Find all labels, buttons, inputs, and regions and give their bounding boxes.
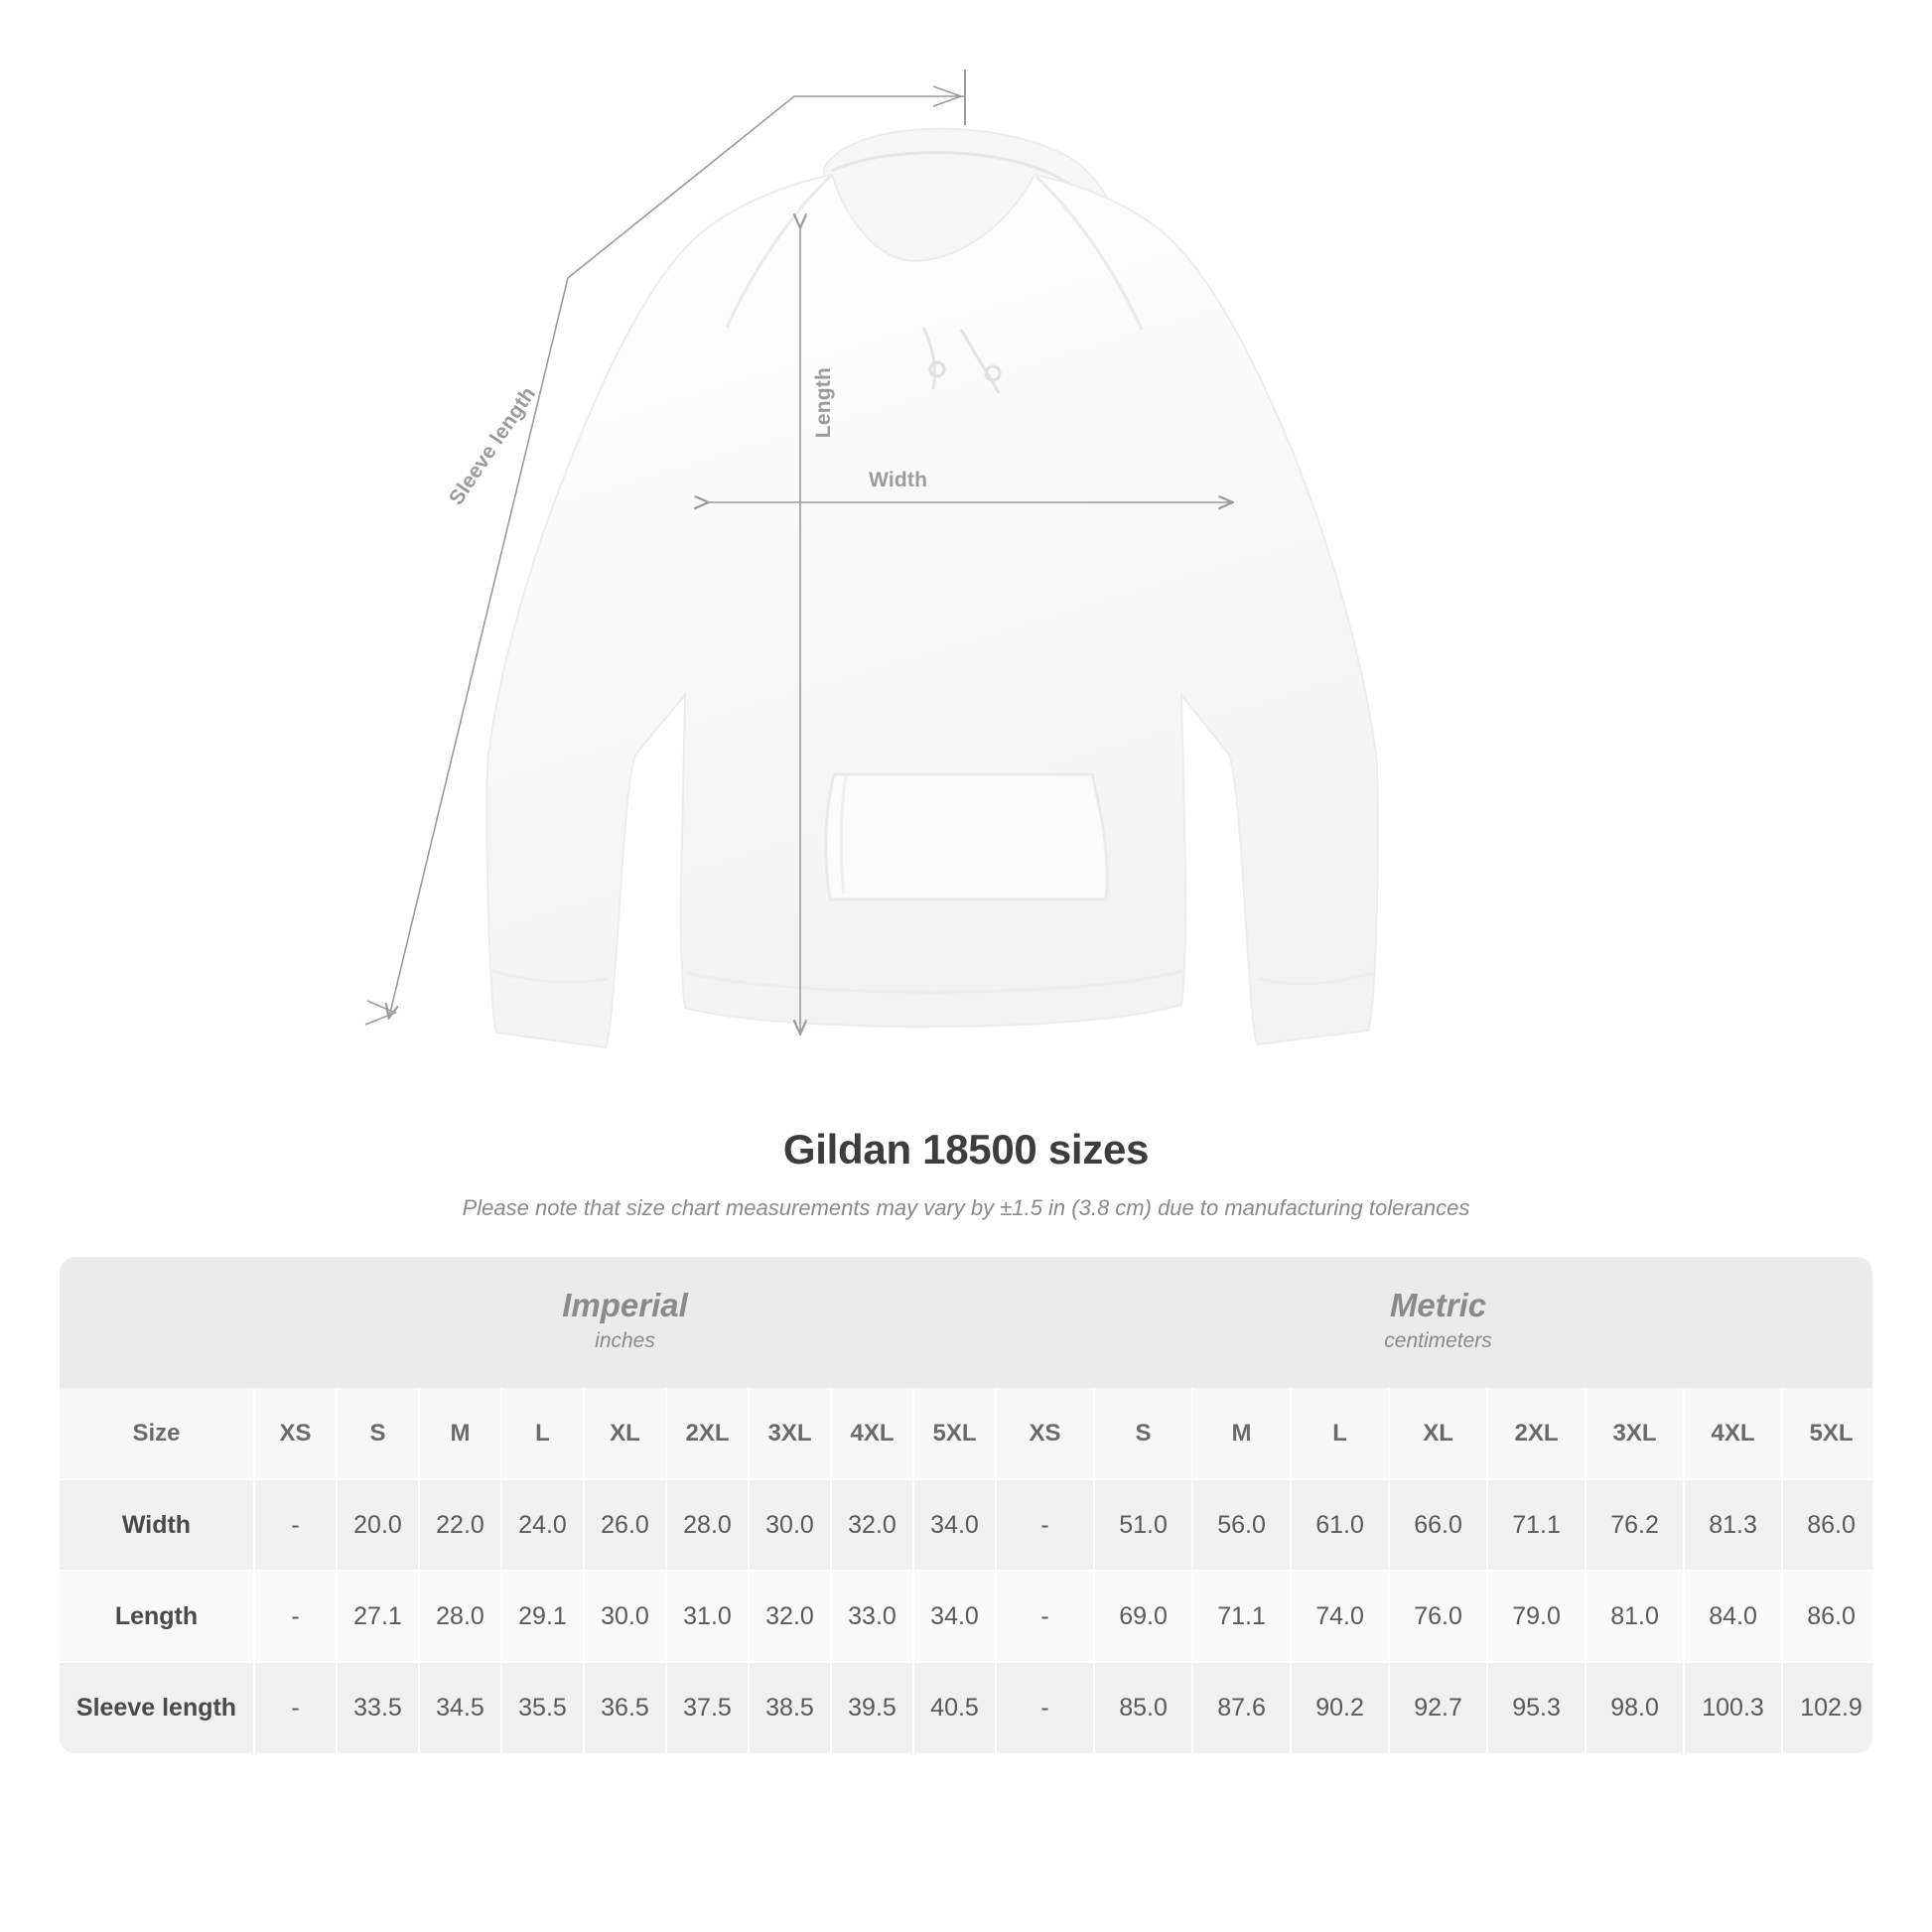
size-col-imperial-3xl: 3XL xyxy=(749,1388,831,1479)
cell-sleeve-imperial-5xl: 40.5 xyxy=(913,1662,996,1753)
row-label-length: Length xyxy=(60,1571,254,1662)
cell-width-imperial-xl: 26.0 xyxy=(584,1479,666,1571)
title-block xyxy=(0,1126,1932,1221)
cell-length-metric-3xl: 81.0 xyxy=(1586,1571,1684,1662)
unit-header-row xyxy=(60,1257,1872,1388)
cell-length-metric-l: 74.0 xyxy=(1291,1571,1389,1662)
size-col-imperial-s: S xyxy=(337,1388,419,1479)
unit-imperial xyxy=(254,1257,996,1388)
cell-width-metric-5xl: 86.0 xyxy=(1782,1479,1872,1571)
tolerance-note: Please note that size chart measurements may vary by ±1.5 in (3.8 cm) due to manufacturing tolerances xyxy=(462,1195,1470,1220)
size-header-row xyxy=(60,1388,1872,1479)
size-col-metric-3xl: 3XL xyxy=(1586,1388,1684,1479)
cell-length-imperial-s: 27.1 xyxy=(337,1571,419,1662)
cell-width-metric-3xl: 76.2 xyxy=(1586,1479,1684,1571)
row-label-sleeve-length: Sleeve length xyxy=(60,1662,254,1753)
cell-sleeve-imperial-m: 34.5 xyxy=(419,1662,501,1753)
cell-length-metric-2xl: 79.0 xyxy=(1487,1571,1586,1662)
unit-metric xyxy=(996,1257,1872,1388)
size-col-imperial-5xl: 5XL xyxy=(913,1388,996,1479)
cell-width-imperial-xs: - xyxy=(254,1479,337,1571)
cell-length-imperial-m: 28.0 xyxy=(419,1571,501,1662)
cell-length-metric-xs: - xyxy=(996,1571,1094,1662)
cell-sleeve-metric-4xl: 100.3 xyxy=(1684,1662,1782,1753)
cell-sleeve-metric-xl: 92.7 xyxy=(1389,1662,1487,1753)
unit-header-spacer xyxy=(60,1257,254,1388)
size-col-metric-m: M xyxy=(1192,1388,1291,1479)
cell-length-metric-s: 69.0 xyxy=(1094,1571,1192,1662)
size-col-imperial-xl: XL xyxy=(584,1388,666,1479)
table-row xyxy=(60,1571,1872,1662)
cell-width-metric-l: 61.0 xyxy=(1291,1479,1389,1571)
sleeve-length-label: Sleeve length xyxy=(445,382,541,509)
size-col-imperial-l: L xyxy=(501,1388,584,1479)
cell-width-imperial-m: 22.0 xyxy=(419,1479,501,1571)
cell-width-imperial-l: 24.0 xyxy=(501,1479,584,1571)
cell-length-metric-4xl: 84.0 xyxy=(1684,1571,1782,1662)
unit-imperial-sub: inches xyxy=(595,1329,655,1353)
cell-width-metric-2xl: 71.1 xyxy=(1487,1479,1586,1571)
width-label: Width xyxy=(869,469,928,491)
size-col-metric-5xl: 5XL xyxy=(1782,1388,1872,1479)
size-col-metric-l: L xyxy=(1291,1388,1389,1479)
cell-width-metric-s: 51.0 xyxy=(1094,1479,1192,1571)
cell-length-metric-m: 71.1 xyxy=(1192,1571,1291,1662)
cell-length-imperial-l: 29.1 xyxy=(501,1571,584,1662)
cell-length-imperial-xs: - xyxy=(254,1571,337,1662)
size-col-metric-4xl: 4XL xyxy=(1684,1388,1782,1479)
cell-length-metric-xl: 76.0 xyxy=(1389,1571,1487,1662)
cell-length-imperial-2xl: 31.0 xyxy=(666,1571,749,1662)
size-table-wrapper xyxy=(60,1257,1872,1753)
cell-width-imperial-4xl: 32.0 xyxy=(831,1479,913,1571)
cell-length-metric-5xl: 86.0 xyxy=(1782,1571,1872,1662)
unit-imperial-name: Imperial xyxy=(562,1287,688,1324)
cell-sleeve-imperial-xs: - xyxy=(254,1662,337,1753)
cell-sleeve-metric-s: 85.0 xyxy=(1094,1662,1192,1753)
cell-sleeve-imperial-4xl: 39.5 xyxy=(831,1662,913,1753)
cell-sleeve-metric-m: 87.6 xyxy=(1192,1662,1291,1753)
cell-sleeve-imperial-s: 33.5 xyxy=(337,1662,419,1753)
size-table xyxy=(60,1257,1872,1753)
unit-metric-sub: centimeters xyxy=(1384,1329,1492,1353)
size-col-metric-s: S xyxy=(1094,1388,1192,1479)
cell-width-imperial-3xl: 30.0 xyxy=(749,1479,831,1571)
cell-width-metric-xs: - xyxy=(996,1479,1094,1571)
length-label: Length xyxy=(812,367,835,439)
hoodie-shape xyxy=(486,129,1378,1047)
table-row xyxy=(60,1662,1872,1753)
cell-length-imperial-5xl: 34.0 xyxy=(913,1571,996,1662)
cell-sleeve-imperial-l: 35.5 xyxy=(501,1662,584,1753)
size-col-metric-xl: XL xyxy=(1389,1388,1487,1479)
cell-sleeve-metric-2xl: 95.3 xyxy=(1487,1662,1586,1753)
size-col-metric-2xl: 2XL xyxy=(1487,1388,1586,1479)
cell-sleeve-metric-l: 90.2 xyxy=(1291,1662,1389,1753)
size-col-imperial-m: M xyxy=(419,1388,501,1479)
cell-width-metric-m: 56.0 xyxy=(1192,1479,1291,1571)
cell-length-imperial-3xl: 32.0 xyxy=(749,1571,831,1662)
cell-width-imperial-s: 20.0 xyxy=(337,1479,419,1571)
page-title: Gildan 18500 sizes xyxy=(782,1126,1150,1173)
cell-sleeve-imperial-3xl: 38.5 xyxy=(749,1662,831,1753)
row-label-width: Width xyxy=(60,1479,254,1571)
cell-width-imperial-5xl: 34.0 xyxy=(913,1479,996,1571)
cell-sleeve-metric-3xl: 98.0 xyxy=(1586,1662,1684,1753)
size-col-imperial-2xl: 2XL xyxy=(666,1388,749,1479)
size-col-imperial-xs: XS xyxy=(254,1388,337,1479)
size-header-label: Size xyxy=(60,1388,254,1479)
unit-metric-name: Metric xyxy=(1389,1287,1487,1324)
cell-width-metric-xl: 66.0 xyxy=(1389,1479,1487,1571)
cell-sleeve-imperial-xl: 36.5 xyxy=(584,1662,666,1753)
cell-sleeve-imperial-2xl: 37.5 xyxy=(666,1662,749,1753)
cell-width-metric-4xl: 81.3 xyxy=(1684,1479,1782,1571)
cell-width-imperial-2xl: 28.0 xyxy=(666,1479,749,1571)
cell-length-imperial-xl: 30.0 xyxy=(584,1571,666,1662)
cell-length-imperial-4xl: 33.0 xyxy=(831,1571,913,1662)
size-col-imperial-4xl: 4XL xyxy=(831,1388,913,1479)
size-col-metric-xs: XS xyxy=(996,1388,1094,1479)
cell-sleeve-metric-xs: - xyxy=(996,1662,1094,1753)
cell-sleeve-metric-5xl: 102.9 xyxy=(1782,1662,1872,1753)
table-row xyxy=(60,1479,1872,1571)
